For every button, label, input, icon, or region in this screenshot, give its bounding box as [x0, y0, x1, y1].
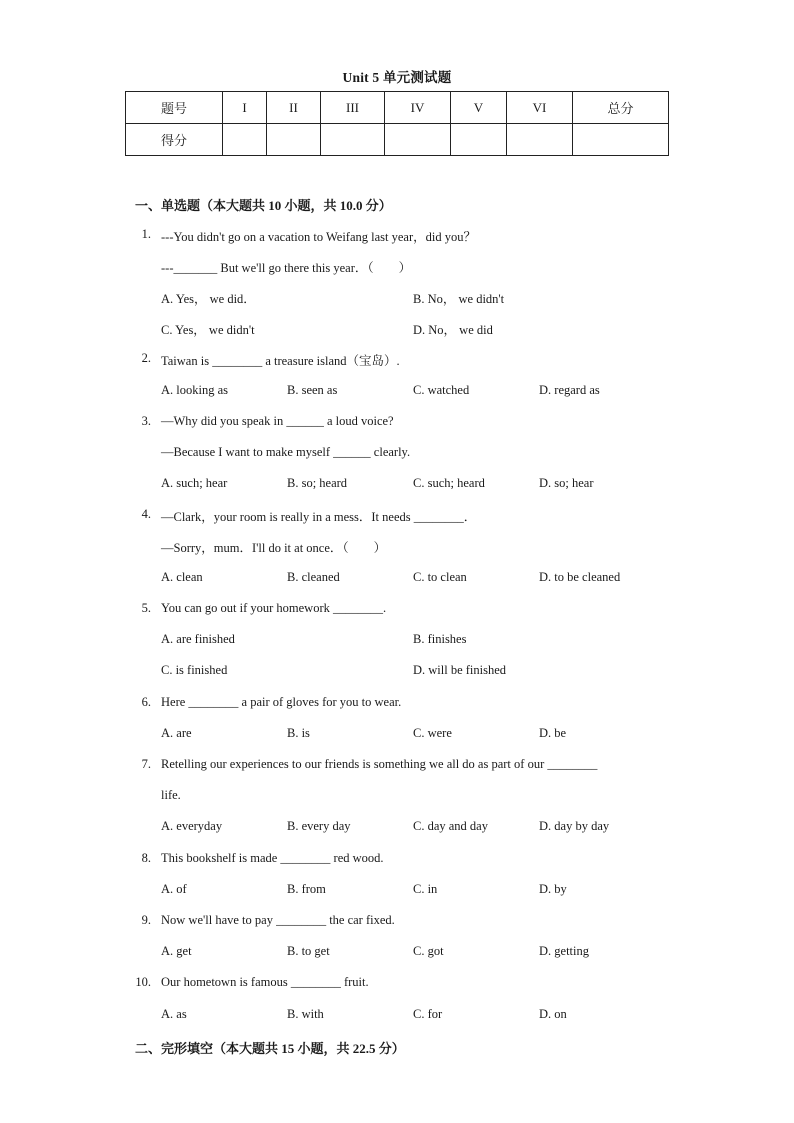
question-text: —Why did you speak in ______ a loud voice?: [161, 414, 394, 428]
answer-option[interactable]: D. No， we did: [413, 323, 493, 337]
question-text: Retelling our experiences to our friends is something we all do as part of our ________: [161, 757, 598, 771]
question-number: 7.: [141, 757, 151, 771]
question-text: Our hometown is famous ________ fruit.: [161, 975, 369, 989]
answer-option[interactable]: B. so; heard: [287, 476, 348, 490]
question-number: 9.: [141, 913, 151, 927]
header-cell: II: [267, 92, 321, 124]
answer-option[interactable]: C. to clean: [413, 570, 467, 584]
score-cell: [321, 124, 385, 156]
answer-option[interactable]: A. looking as: [161, 383, 229, 397]
header-cell: III: [321, 92, 385, 124]
question-text: Now we'll have to pay ________ the car fixed.: [161, 913, 395, 927]
question-text: —Clark，your room is really in a mess．It needs ________．: [161, 510, 477, 524]
answer-option[interactable]: B. to get: [287, 944, 330, 958]
score-cell: [223, 124, 267, 156]
answer-option[interactable]: B. from: [287, 882, 326, 896]
score-table-header-row: [126, 92, 669, 124]
answer-option[interactable]: C. got: [413, 944, 444, 958]
question-text: —Because I want to make myself ______ clearly.: [161, 445, 411, 459]
answer-option[interactable]: C. day and day: [413, 819, 488, 833]
answer-option[interactable]: A. are finished: [161, 632, 235, 646]
answer-option[interactable]: B. seen as: [287, 383, 338, 397]
question-text: ---_______ But we'll go there this year．（ ）: [161, 261, 412, 275]
page-title: Unit 5 单元测试题: [342, 70, 452, 85]
question-text: ---You didn't go on a vacation to Weifang last year，did you？: [161, 230, 476, 244]
question-text: —Sorry，mum．I'll do it at once．（ ）: [161, 541, 387, 555]
answer-option[interactable]: D. to be cleaned: [539, 570, 621, 584]
answer-option[interactable]: A. such; hear: [161, 476, 228, 490]
answer-option[interactable]: C. watched: [413, 383, 470, 397]
answer-option[interactable]: A. get: [161, 944, 192, 958]
score-table: [125, 91, 669, 156]
score-cell: [385, 124, 451, 156]
question-text: life.: [161, 788, 181, 802]
question-number: 4.: [141, 507, 151, 521]
question-number: 2.: [141, 351, 151, 365]
answer-option[interactable]: D. be: [539, 726, 567, 740]
question-text: Taiwan is ________ a treasure island（宝岛）.: [161, 354, 400, 368]
score-table-score-row: [126, 124, 669, 156]
header-cell: 总分: [573, 92, 669, 124]
answer-option[interactable]: B. cleaned: [287, 570, 340, 584]
answer-option[interactable]: B. finishes: [413, 632, 467, 646]
header-cell: 题号: [126, 92, 223, 124]
answer-option[interactable]: B. every day: [287, 819, 351, 833]
score-cell: [267, 124, 321, 156]
answer-option[interactable]: A. clean: [161, 570, 203, 584]
header-cell: V: [451, 92, 507, 124]
answer-option[interactable]: C. for: [413, 1007, 443, 1021]
answer-option[interactable]: C. Yes， we didn't: [161, 323, 255, 337]
score-cell: [451, 124, 507, 156]
answer-option[interactable]: D. by: [539, 882, 567, 896]
answer-option[interactable]: A. of: [161, 882, 187, 896]
question-text: You can go out if your homework ________.: [161, 601, 387, 615]
question-number: 1.: [141, 227, 151, 241]
answer-option[interactable]: C. in: [413, 882, 438, 896]
header-cell: IV: [385, 92, 451, 124]
question-number: 8.: [141, 851, 151, 865]
question-number: 6.: [141, 695, 151, 709]
answer-option[interactable]: D. so; hear: [539, 476, 594, 490]
answer-option[interactable]: D. day by day: [539, 819, 610, 833]
answer-option[interactable]: A. everyday: [161, 819, 223, 833]
answer-option[interactable]: A. as: [161, 1007, 187, 1021]
answer-option[interactable]: A. Yes， we did．: [161, 292, 256, 306]
answer-option[interactable]: C. is finished: [161, 663, 228, 677]
row-label: 得分: [126, 124, 223, 156]
answer-option[interactable]: B. is: [287, 726, 310, 740]
section-heading-2: 二、完形填空（本大题共 15 小题，共 22.5 分）: [135, 1041, 405, 1056]
answer-option[interactable]: A. are: [161, 726, 192, 740]
question-number: 10.: [135, 975, 151, 989]
section-heading-1: 一、单选题（本大题共 10 小题，共 10.0 分）: [135, 198, 392, 213]
score-cell: [573, 124, 669, 156]
header-cell: VI: [507, 92, 573, 124]
answer-option[interactable]: C. were: [413, 726, 452, 740]
answer-option[interactable]: D. on: [539, 1007, 567, 1021]
answer-option[interactable]: D. regard as: [539, 383, 600, 397]
answer-option[interactable]: D. will be finished: [413, 663, 507, 677]
question-text: This bookshelf is made ________ red wood.: [161, 851, 384, 865]
question-number: 3.: [141, 414, 151, 428]
question-text: Here ________ a pair of gloves for you to wear.: [161, 695, 402, 709]
answer-option[interactable]: B. No， we didn't: [413, 292, 505, 306]
answer-option[interactable]: B. with: [287, 1007, 324, 1021]
answer-option[interactable]: C. such; heard: [413, 476, 485, 490]
answer-option[interactable]: D. getting: [539, 944, 589, 958]
score-cell: [507, 124, 573, 156]
question-number: 5.: [141, 601, 151, 615]
header-cell: I: [223, 92, 267, 124]
